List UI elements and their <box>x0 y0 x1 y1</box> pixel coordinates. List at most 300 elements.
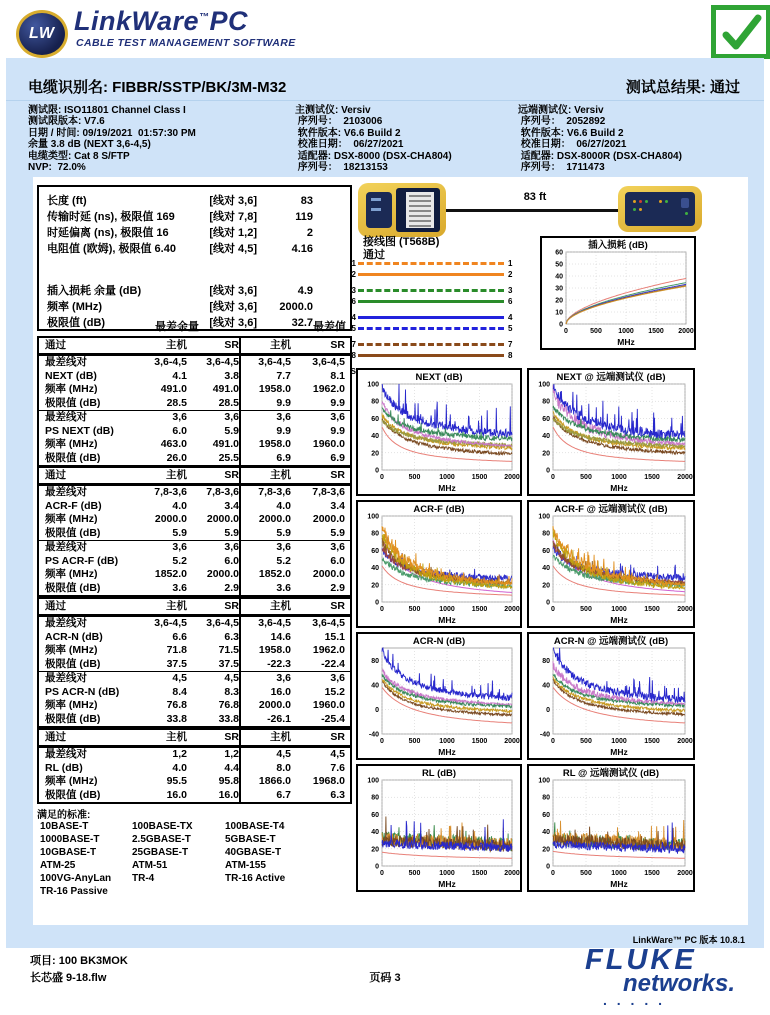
result-header-cell: 主机 <box>166 600 187 612</box>
length-row-pair: [线对 1,2] <box>209 227 257 239</box>
result-cell: 3,6-4,5 <box>206 617 239 629</box>
wire-row <box>346 259 518 270</box>
pass-check-icon <box>711 5 770 59</box>
result-table-row <box>39 438 350 452</box>
length-row-value: 2 <box>306 227 313 239</box>
x-tick-label: 1000 <box>611 870 627 877</box>
result-cell: 3,6 <box>330 541 345 553</box>
y-tick-label: 0 <box>546 599 550 607</box>
x-tick-label: 1500 <box>648 328 664 335</box>
y-tick-label: 40 <box>542 433 550 441</box>
y-tick-label: 60 <box>542 547 550 555</box>
result-cell: 1866.0 <box>239 775 291 789</box>
result-cell: 491.0 <box>212 438 239 450</box>
result-cell: 3,6 <box>224 411 239 423</box>
x-tick-label: 0 <box>380 738 384 745</box>
chart-svg <box>358 634 520 758</box>
footer-file: 长芯盛 9-18.flw <box>30 972 107 984</box>
chart-title: NEXT @ 远端测试仪 (dB) <box>556 372 666 383</box>
y-tick-label: 60 <box>371 811 379 819</box>
y-tick-label: 40 <box>555 273 563 281</box>
summary-line: 远端测试仪: Versiv <box>518 105 604 116</box>
chart-title: RL (dB) <box>421 768 457 779</box>
y-tick-label: 0 <box>559 321 563 329</box>
y-tick-label: 60 <box>555 249 563 257</box>
result-table-header <box>39 730 350 747</box>
summary-column-left <box>28 105 196 173</box>
wire-number-left: 3 <box>351 286 356 295</box>
result-cell: 1,2 <box>172 748 187 760</box>
length-row-value: 83 <box>300 195 313 207</box>
result-cell: 4,5 <box>224 672 239 684</box>
summary-line: 序列号： 2103006 <box>295 116 383 128</box>
chart-title: 插入损耗 (dB) <box>588 240 648 251</box>
result-cell: 频率 (MHz) <box>45 699 98 711</box>
result-cell: 16.0 <box>218 788 239 801</box>
y-tick-label: 20 <box>542 450 550 458</box>
x-tick-label: 500 <box>580 870 592 877</box>
result-cell: 3,6-4,5 <box>154 356 187 368</box>
y-tick-label: 80 <box>542 530 550 538</box>
summary-line: 软件版本: V6.6 Build 2 <box>518 127 624 139</box>
app-title-main: LinkWare <box>74 6 200 36</box>
summary-line: 序列号： 1711473 <box>518 162 605 174</box>
wire-number-right: 1 <box>508 259 513 268</box>
fluke-brand-text: FLUKE <box>585 944 697 976</box>
result-cell: 极限值 (dB) <box>45 657 101 670</box>
chart-box <box>356 368 522 496</box>
x-axis-label: MHz <box>610 747 628 757</box>
length-row-label: 长度 (ft) <box>47 195 87 207</box>
result-cell: 频率 (MHz) <box>45 513 98 525</box>
y-tick-label: 80 <box>371 657 379 665</box>
y-tick-label: 20 <box>542 846 550 854</box>
result-cell: 8.4 <box>172 685 187 698</box>
x-tick-label: 2000 <box>504 474 520 481</box>
standard-item: ATM-155 <box>225 860 266 871</box>
x-axis-label: MHz <box>438 879 456 889</box>
standards-label: 满足的标准: <box>37 810 91 821</box>
length-row-value: 2000.0 <box>279 301 313 313</box>
remote-tester-face <box>625 192 695 226</box>
x-tick-label: 1500 <box>471 606 488 613</box>
result-table-header <box>39 599 350 616</box>
result-table-row <box>39 671 350 686</box>
result-cell: 5.9 <box>172 526 187 539</box>
result-cell: RL (dB) <box>45 761 83 774</box>
result-cell: PS NEXT (dB) <box>45 424 114 437</box>
summary-line: 序列号： 2052892 <box>518 116 606 128</box>
length-table-row <box>39 241 350 257</box>
wire-line <box>358 316 504 319</box>
y-tick-label: 40 <box>542 682 550 690</box>
length-results-table <box>37 185 352 331</box>
y-tick-label: 80 <box>542 794 550 802</box>
x-tick-label: 500 <box>580 606 592 613</box>
result-cell: 3,6 <box>239 411 291 425</box>
wire-line <box>358 289 504 292</box>
chart-box <box>540 236 696 350</box>
summary-column-main-tester <box>295 105 452 173</box>
x-tick-label: 1000 <box>439 870 455 877</box>
summary-line: NVP: 72.0% <box>28 162 86 174</box>
y-tick-label: 40 <box>371 433 379 441</box>
result-cell: 频率 (MHz) <box>45 383 98 395</box>
y-tick-label: 40 <box>542 565 550 573</box>
summary-line: 测试限: ISO11801 Channel Class I <box>28 105 186 116</box>
y-tick-label: 60 <box>542 811 550 819</box>
standard-item: 40GBASE-T <box>225 847 282 858</box>
result-table-header <box>39 338 350 355</box>
fluke-networks-text: networks. <box>623 970 736 997</box>
fluke-networks-logo <box>565 944 755 1006</box>
x-tick-label: 1500 <box>644 606 660 613</box>
result-cell: 频率 (MHz) <box>45 775 98 787</box>
chart-box <box>527 632 695 760</box>
y-tick-label: 20 <box>542 582 550 590</box>
cable-length-label: 83 ft <box>523 191 547 203</box>
result-cell: 8.0 <box>239 762 291 776</box>
result-cell: 95.8 <box>218 775 239 787</box>
y-tick-label: 40 <box>371 565 379 573</box>
result-cell: 极限值 (dB) <box>45 396 101 409</box>
result-table-row <box>39 747 350 762</box>
y-tick-label: 10 <box>555 309 563 317</box>
result-header-cell: SR <box>224 731 239 743</box>
result-cell: 6.3 <box>330 788 345 801</box>
result-cell: 15.1 <box>324 630 345 643</box>
result-cell: 2000.0 <box>154 513 187 525</box>
standard-item: ATM-25 <box>40 860 76 871</box>
result-cell: 4,5 <box>239 748 291 762</box>
x-tick-label: 500 <box>580 474 592 481</box>
result-cell: 8.1 <box>330 369 345 382</box>
summary-line: 余量 3.8 dB (NEXT 3,6-4,5) <box>28 139 151 151</box>
result-cell: 7.6 <box>330 761 345 774</box>
result-cell: 3.6 <box>172 581 187 594</box>
x-tick-label: 1500 <box>471 738 488 745</box>
result-table-row <box>39 644 350 658</box>
result-table-row <box>39 355 350 370</box>
y-tick-label: 100 <box>538 777 550 785</box>
chart-svg <box>529 370 693 494</box>
summary-line: 适配器: DSX-8000 (DSX-CHA804) <box>295 150 452 162</box>
x-tick-label: 0 <box>551 474 555 481</box>
result-cell: 2000.0 <box>206 513 239 525</box>
length-row-value: 4.9 <box>297 285 313 297</box>
y-tick-label: 0 <box>375 863 379 871</box>
result-cell: 6.0 <box>172 424 187 437</box>
wire-number-left: 4 <box>351 313 356 322</box>
result-cell: 6.7 <box>239 789 291 803</box>
result-header-cell: SR <box>224 469 239 481</box>
result-header-cell: 主机 <box>239 599 291 614</box>
result-header-cell: 主机 <box>166 339 187 351</box>
x-tick-label: 1500 <box>644 474 660 481</box>
y-tick-label: 20 <box>555 297 563 305</box>
test-result <box>626 76 740 97</box>
result-table-row <box>39 568 350 582</box>
length-row-value: 119 <box>295 211 313 223</box>
standards-column-2 <box>132 820 193 885</box>
x-tick-label: 2000 <box>504 738 520 745</box>
chart-svg <box>358 370 520 494</box>
y-tick-label: 0 <box>546 706 550 714</box>
result-table-row <box>39 686 350 700</box>
result-cell: 76.8 <box>218 699 239 711</box>
result-cell: 33.8 <box>218 712 239 725</box>
result-table-row <box>39 397 350 411</box>
result-cell: 5.2 <box>172 554 187 567</box>
chart-box <box>356 632 522 760</box>
result-cell: 6.0 <box>224 554 239 567</box>
result-cell: 16.0 <box>239 686 291 700</box>
standard-item: 100BASE-TX <box>132 821 193 832</box>
result-table-row <box>39 713 350 727</box>
wire-number-right: 2 <box>508 270 513 279</box>
x-tick-label: 2000 <box>677 870 693 877</box>
y-tick-label: 0 <box>375 706 379 714</box>
x-tick-label: 500 <box>408 606 421 613</box>
wire-row <box>346 340 518 351</box>
standard-item: 100VG-AnyLan <box>40 873 112 884</box>
wire-number-right: 3 <box>508 286 513 295</box>
wire-row <box>346 313 518 324</box>
wire-number-left: 7 <box>351 340 356 349</box>
x-tick-label: 500 <box>590 328 602 335</box>
length-table-row <box>39 225 350 241</box>
result-table-row <box>39 452 350 466</box>
result-header-cell: 主机 <box>166 731 187 743</box>
chart-box <box>527 368 695 496</box>
result-cell: 1,2 <box>224 748 239 760</box>
y-tick-label: 60 <box>371 547 379 555</box>
wire-line <box>358 354 504 357</box>
main-tester-buttons <box>366 192 392 228</box>
result-table-row <box>39 383 350 397</box>
result-cell: 6.9 <box>239 452 291 466</box>
result-cell: 3,6-4,5 <box>312 356 345 368</box>
result-table-row <box>39 485 350 500</box>
main-tester-image <box>358 183 446 237</box>
result-cell: 3.4 <box>224 499 239 512</box>
result-header-cell: 主机 <box>239 338 291 353</box>
result-cell: 9.9 <box>330 396 345 409</box>
software-version-line: LinkWare™ PC 版本 10.8.1 <box>632 935 745 945</box>
result-cell: 71.8 <box>166 644 187 656</box>
chart-title: ACR-N (dB) <box>412 636 466 647</box>
result-cell: 2.9 <box>330 581 345 594</box>
result-cell: 95.5 <box>166 775 187 787</box>
result-cell: 6.6 <box>172 630 187 643</box>
result-cell: 3.4 <box>330 499 345 512</box>
y-tick-label: 0 <box>375 467 379 475</box>
linkware-logo-badge <box>16 10 68 58</box>
y-tick-label: 0 <box>546 863 550 871</box>
x-tick-label: 1500 <box>471 474 488 481</box>
x-axis-label: MHz <box>610 615 628 625</box>
length-row-pair: [线对 7,8] <box>209 211 257 223</box>
result-cell: 3,6 <box>224 541 239 553</box>
result-header-cell: 通过 <box>45 731 66 743</box>
length-row-pair: [线对 3,6] <box>209 317 257 329</box>
result-cell: 4.4 <box>224 761 239 774</box>
result-cell: 33.8 <box>166 712 187 725</box>
result-table <box>37 597 352 728</box>
wire-row <box>346 324 518 335</box>
result-table <box>37 728 352 804</box>
x-tick-label: 2000 <box>677 738 693 745</box>
y-tick-label: 40 <box>371 682 379 690</box>
result-table-row <box>39 789 350 803</box>
x-tick-label: 2000 <box>504 606 520 613</box>
summary-line: 日期 / 时间: 09/19/2021 01:57:30 PM <box>28 127 196 139</box>
wire-line <box>358 273 504 276</box>
result-header-cell: SR <box>224 600 239 612</box>
summary-line: 测试限版本: V7.6 <box>28 116 105 128</box>
result-header-cell: SR <box>330 469 345 481</box>
length-row-label: 插入损耗 余量 (dB) <box>47 285 142 297</box>
chart-title: ACR-F @ 远端测试仪 (dB) <box>554 504 668 515</box>
result-cell: 极限值 (dB) <box>45 788 101 801</box>
wire-row <box>346 297 518 308</box>
x-tick-label: 500 <box>580 738 592 745</box>
summary-line: 主测试仪: Versiv <box>295 105 371 116</box>
result-table-row <box>39 582 350 596</box>
result-header-cell: 主机 <box>239 730 291 745</box>
standard-item: 1000BASE-T <box>40 834 100 845</box>
standards-column-3 <box>225 820 285 885</box>
wire-row <box>346 270 518 281</box>
x-axis-label: MHz <box>610 483 628 493</box>
result-cell: 463.0 <box>160 438 187 450</box>
result-cell: 15.2 <box>324 685 345 698</box>
result-table <box>37 336 352 467</box>
chart-title: ACR-F (dB) <box>413 504 465 515</box>
standard-item: TR-16 Passive <box>40 886 108 897</box>
result-cell: 频率 (MHz) <box>45 644 98 656</box>
wire-number-right: 8 <box>508 351 513 360</box>
result-header-cell: SR <box>224 339 239 351</box>
summary-line: 序列号： 18213153 <box>295 162 388 174</box>
result-cell: 5.9 <box>239 527 291 541</box>
result-cell: 3,6-4,5 <box>312 617 345 629</box>
wiremap-status: 通过 <box>363 249 385 261</box>
result-cell: 7,8-3,6 <box>312 486 345 498</box>
x-tick-label: 500 <box>408 738 421 745</box>
chart-box <box>527 500 695 628</box>
result-cell: 1960.0 <box>312 699 345 711</box>
result-cell: 3,6 <box>330 411 345 423</box>
y-tick-label: 40 <box>371 829 379 837</box>
wire-number-left: 2 <box>351 270 356 279</box>
y-tick-label: 80 <box>371 530 379 538</box>
y-tick-label: 20 <box>371 450 379 458</box>
result-cell: 1958.0 <box>239 383 291 397</box>
result-cell: 37.5 <box>166 657 187 670</box>
result-table-row <box>39 775 350 789</box>
standard-item: 25GBASE-T <box>132 847 189 858</box>
panel-divider <box>6 100 764 101</box>
test-result-value: 通过 <box>709 79 740 96</box>
result-cell: 26.0 <box>166 451 187 464</box>
length-row-label: 时延偏离 (ns), 极限值 16 <box>47 227 169 239</box>
summary-line: 适配器: DSX-8000R (DSX-CHA804) <box>518 150 682 162</box>
result-cell: 6.3 <box>224 630 239 643</box>
result-cell: 5.9 <box>330 526 345 539</box>
footer-page-number: 页码 3 <box>369 972 401 984</box>
result-cell: 最差线对 <box>45 356 87 368</box>
app-subtitle: CABLE TEST MANAGEMENT SOFTWARE <box>76 37 296 49</box>
worst-value-label: 最差值 <box>313 321 346 333</box>
result-cell: 3,6-4,5 <box>239 617 291 631</box>
result-cell: 7,8-3,6 <box>154 486 187 498</box>
result-table-row <box>39 410 350 425</box>
wire-number-right: 4 <box>508 313 513 322</box>
result-cell: 16.0 <box>166 788 187 801</box>
result-cell: 25.5 <box>218 451 239 464</box>
wire-number-left: 5 <box>351 324 356 333</box>
check-icon <box>716 10 766 54</box>
result-cell: 频率 (MHz) <box>45 438 98 450</box>
result-table-row <box>39 513 350 527</box>
remote-tester-image <box>618 186 702 232</box>
result-table-row <box>39 540 350 555</box>
standard-item: 10GBASE-T <box>40 847 97 858</box>
result-cell: 4,5 <box>172 672 187 684</box>
chart-title: NEXT (dB) <box>415 372 463 383</box>
chart-svg <box>542 238 694 348</box>
chart-box <box>356 764 522 892</box>
result-cell: 76.8 <box>166 699 187 711</box>
result-header-cell: 通过 <box>45 469 66 481</box>
length-row-pair: [线对 3,6] <box>209 285 257 297</box>
result-cell: 最差线对 <box>45 541 87 553</box>
result-cell: 7,8-3,6 <box>206 486 239 498</box>
x-tick-label: 1000 <box>611 738 627 745</box>
wire-line <box>358 327 504 330</box>
result-cell: -22.4 <box>321 657 345 670</box>
result-cell: 2000.0 <box>312 513 345 525</box>
x-tick-label: 500 <box>408 474 421 481</box>
result-cell: PS ACR-F (dB) <box>45 554 119 567</box>
chart-box <box>527 764 695 892</box>
x-axis-label: MHz <box>438 615 456 625</box>
result-cell: 3,6 <box>239 672 291 686</box>
wiremap-title: 接线图 (T568B) <box>363 236 440 248</box>
x-axis-label: MHz <box>610 879 628 889</box>
result-cell: 1960.0 <box>312 438 345 450</box>
wire-line <box>358 300 504 303</box>
result-cell: 频率 (MHz) <box>45 568 98 580</box>
result-cell: 2000.0 <box>206 568 239 580</box>
result-cell: 最差线对 <box>45 617 87 629</box>
cable-id-value: FIBBR/SSTP/BK/3M-M32 <box>112 79 287 96</box>
result-cell: 极限值 (dB) <box>45 712 101 725</box>
x-tick-label: 0 <box>380 870 384 877</box>
worst-margin-label: 最差余量 <box>155 321 199 333</box>
y-tick-label: 100 <box>367 513 379 521</box>
result-cell: 71.5 <box>218 644 239 656</box>
x-axis-label: MHz <box>438 483 456 493</box>
result-cell: -22.3 <box>239 658 291 672</box>
standard-item: ATM-51 <box>132 860 168 871</box>
wire-number-left: 6 <box>351 297 356 306</box>
wire-line <box>358 262 504 265</box>
summary-line: 校准日期： 06/27/2021 <box>518 139 627 151</box>
x-tick-label: 1000 <box>439 474 455 481</box>
result-table-row <box>39 555 350 569</box>
